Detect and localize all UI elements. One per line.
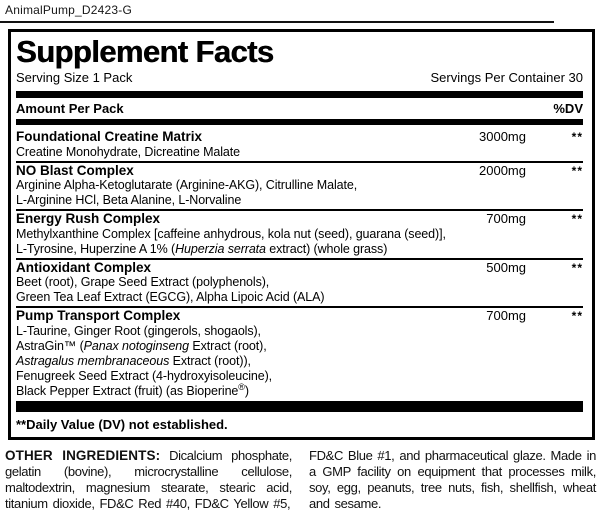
section-header-row	[16, 164, 583, 179]
section-header-row	[16, 212, 583, 227]
section-detail-line	[16, 275, 583, 290]
detail-text: Extract (root)),	[169, 353, 251, 368]
amount-per-pack-header: Amount Per Pack	[16, 101, 124, 116]
section-detail-line	[16, 178, 583, 193]
section-dv: **	[571, 130, 583, 144]
section-detail-line	[16, 354, 583, 369]
detail-text: Astragalus membranaceous	[16, 353, 170, 368]
detail-text: Green Tea Leaf Extract (EGCG), Alpha Lipoic Acid (ALA)	[16, 290, 325, 304]
detail-text: Panax notoginseng	[83, 338, 190, 353]
other-ingredients	[5, 448, 596, 512]
detail-text: Beet (root), Grape Seed Extract (polyphenols),	[16, 275, 270, 289]
ingredient-section	[16, 308, 583, 400]
section-amount: 500mg	[486, 259, 526, 275]
detail-text: Methylxanthine Complex [caffeine anhydrous, kola nut (seed), guarana (seed)],	[16, 226, 446, 241]
section-header-row	[16, 130, 583, 145]
detail-text: L-Taurine, Ginger Root (gingerols, shogaols),	[16, 323, 261, 338]
detail-text: extract) (whole grass)	[265, 241, 388, 256]
ingredient-section	[16, 211, 583, 260]
section-detail-line	[16, 369, 583, 384]
serving-row	[16, 70, 583, 85]
section-detail-line	[16, 242, 583, 257]
detail-text: L-Tyrosine, Huperzine A 1% (	[16, 241, 176, 256]
top-rule	[0, 21, 554, 23]
supplement-facts-panel	[8, 29, 595, 440]
ingredient-section	[16, 163, 583, 212]
detail-text: Fenugreek Seed Extract (4-hydroxyisoleucine),	[16, 368, 273, 383]
section-detail-line	[16, 381, 583, 399]
detail-text: Creatine Monohydrate, Dicreatine Malate	[16, 144, 240, 159]
section-detail-line	[16, 145, 583, 160]
divider-bar-top	[16, 91, 583, 98]
detail-text: )	[244, 383, 249, 398]
panel-title: Supplement Facts	[16, 34, 274, 69]
doc-title: AnimalPump_D2423-G	[5, 3, 132, 17]
other-ingredients-col1: OTHER INGREDIENTS: Dicalcium phosphate, gelatin (bovine), microcrystalline cellulose, maltodextrin, magnesium stearate, stearic acid, titanium dioxide, FD&C Red #40, FD&C Yellow #5,	[5, 448, 292, 511]
detail-text: ®	[238, 381, 245, 392]
section-name: Antioxidant Complex	[16, 259, 152, 275]
dv-header: %DV	[553, 101, 583, 116]
bottom-divider-bar	[16, 401, 583, 412]
detail-text: Huperzia serrata	[175, 241, 266, 256]
section-amount: 3000mg	[479, 129, 526, 144]
section-amount: 700mg	[486, 308, 526, 323]
detail-text: Black Pepper Extract (fruit) (as Bioperine	[16, 383, 239, 398]
section-amount: 2000mg	[479, 162, 526, 178]
section-detail-line	[16, 339, 583, 354]
column-header-row	[16, 98, 583, 119]
ingredient-section	[16, 260, 583, 309]
section-dv: **	[571, 260, 583, 275]
section-detail-line	[16, 290, 583, 305]
section-dv: **	[571, 163, 583, 178]
section-dv: **	[571, 212, 583, 226]
ingredient-section	[16, 129, 583, 163]
ingredient-sections	[16, 125, 583, 400]
dv-footnote: **Daily Value (DV) not established.	[16, 417, 228, 432]
detail-text: Extract (root),	[189, 338, 267, 353]
detail-text: AstraGin™ (	[16, 338, 84, 353]
section-detail-line	[16, 193, 583, 208]
section-detail-line	[16, 324, 583, 339]
other-ingredients-col2: FD&C Blue #1, and pharmaceutical glaze. Made in a GMP facility on equipment that processes milk, soy, egg, peanuts, tree nuts, fish, shellfish, wheat and sesame.	[309, 448, 596, 511]
section-name: NO Blast Complex	[16, 162, 134, 178]
detail-text: L-Arginine HCl, Beta Alanine, L-Norvaline	[16, 193, 242, 207]
section-header-row	[16, 309, 583, 324]
section-dv: **	[571, 309, 583, 323]
other-ingredients-label: OTHER INGREDIENTS:	[5, 448, 161, 463]
serving-size: Serving Size 1 Pack	[16, 70, 133, 85]
detail-text: Arginine Alpha-Ketoglutarate (Arginine-AKG), Citrulline Malate,	[16, 178, 358, 192]
section-name: Foundational Creatine Matrix	[16, 129, 203, 144]
section-name: Pump Transport Complex	[16, 308, 181, 323]
section-amount: 700mg	[486, 211, 526, 226]
section-detail-line	[16, 227, 583, 242]
servings-per-container: Servings Per Container 30	[430, 70, 583, 85]
section-header-row	[16, 261, 583, 276]
section-name: Energy Rush Complex	[16, 211, 161, 226]
